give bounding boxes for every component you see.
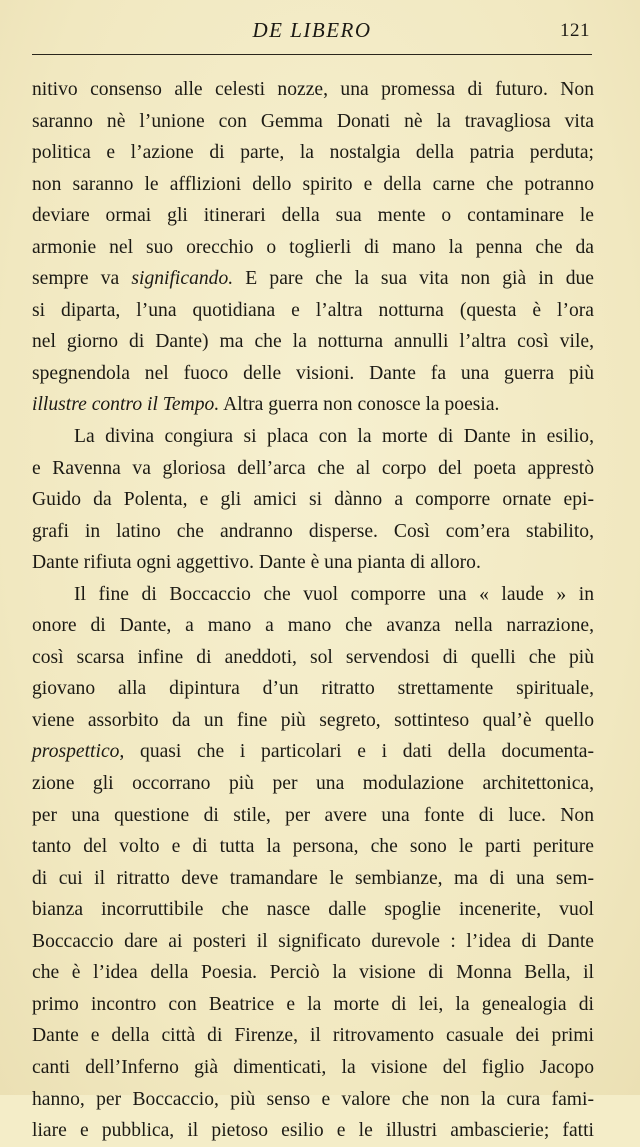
text-line: saranno nè l’unione con Gemma Donati nè la travagliosa vita [32,110,594,132]
text-line: onore di Dante, a mano a mano che avanza nella narrazione, [32,615,594,637]
text-line: bianza incorruttibile che nasce dalle spoglie incenerite, vuol [32,899,594,921]
text-line: illustre contro il Tempo. Altra guerra non conosce la poesia. [32,394,500,416]
text-line: Dante rifiuta ogni aggettivo. Dante è una pianta di alloro. [32,552,481,574]
text-line: per una questione di stile, per avere una fonte di luce. Non [32,804,594,826]
text-line: tanto del volto e di tutta la persona, che sono le parti periture [32,836,594,858]
text-line: non saranno le afflizioni dello spirito e della carne che potranno [32,173,594,195]
text-line: nel giorno di Dante) ma che la notturna annulli l’altra così vile, [32,331,594,353]
text-line: spegnendola nel fuoco delle visioni. Dante fa una guerra più [32,362,594,384]
text-line: La divina congiura si placa con la morte di Dante in esilio, [74,426,594,448]
text-line: grafi in latino che andranno disperse. Così com’era stabilito, [32,520,594,542]
text-line: Dante e della città di Firenze, il ritrovamento casuale dei primi [32,1025,594,1047]
body-text [32,74,594,1147]
text-line: prospettico, quasi che i particolari e i dati della documenta- [32,741,594,763]
text-line: liare e pubblica, il pietoso esilio e le illustri ambascierie; fatti [32,1120,594,1142]
text-line: nitivo consenso alle celesti nozze, una promessa di futuro. Non [32,79,594,100]
text-line: giovano alla dipintura d’un ritratto strettamente spirituale, [32,678,594,700]
text-line: primo incontro con Beatrice e la morte di lei, la genealogia di [32,993,594,1015]
text-line: sempre va significando. E pare che la sua vita non già in due [32,268,595,290]
text-line: Il fine di Boccaccio che vuol comporre una « laude » in [74,583,594,605]
text-line: di cui il ritratto deve tramandare le sembianze, ma di una sem- [32,867,594,889]
text-line: armonie nel suo orecchio o toglierli di mano la penna che da [32,236,594,258]
text-line: Boccaccio dare ai posteri il significato durevole : l’idea di Dante [32,930,594,952]
text-line: e Ravenna va gloriosa dell’arca che al corpo del poeta apprestò [32,457,594,479]
text-line: politica e l’azione di parte, la nostalgia della patria perduta; [32,142,594,164]
page-header [32,14,592,55]
text-line: che è l’idea della Poesia. Perciò la visione di Monna Bella, il [32,962,594,984]
running-head: DE LIBERO [252,18,372,42]
text-line: zione gli occorrano più per una modulazione architettonica, [32,773,594,795]
text-line: viene assorbito da un fine più segreto, sottinteso qual’è quello [32,709,594,731]
text-line: canti dell’Inferno già dimenticati, la visione del figlio Jacopo [32,1056,594,1078]
text-line: si diparta, l’una quotidiana e l’altra notturna (questa è l’ora [32,299,594,321]
text-line: Guido da Polenta, e gli amici si dànno a comporre ornate epi- [32,489,594,511]
text-line: hanno, per Boccaccio, più senso e valore che non la cura fami- [32,1088,594,1110]
text-line: deviare ormai gli itinerari della sua mente o contaminare le [32,205,594,227]
page-number: 121 [560,20,590,41]
text-line: così scarsa infine di aneddoti, sol servendosi di quelli che più [32,646,594,668]
